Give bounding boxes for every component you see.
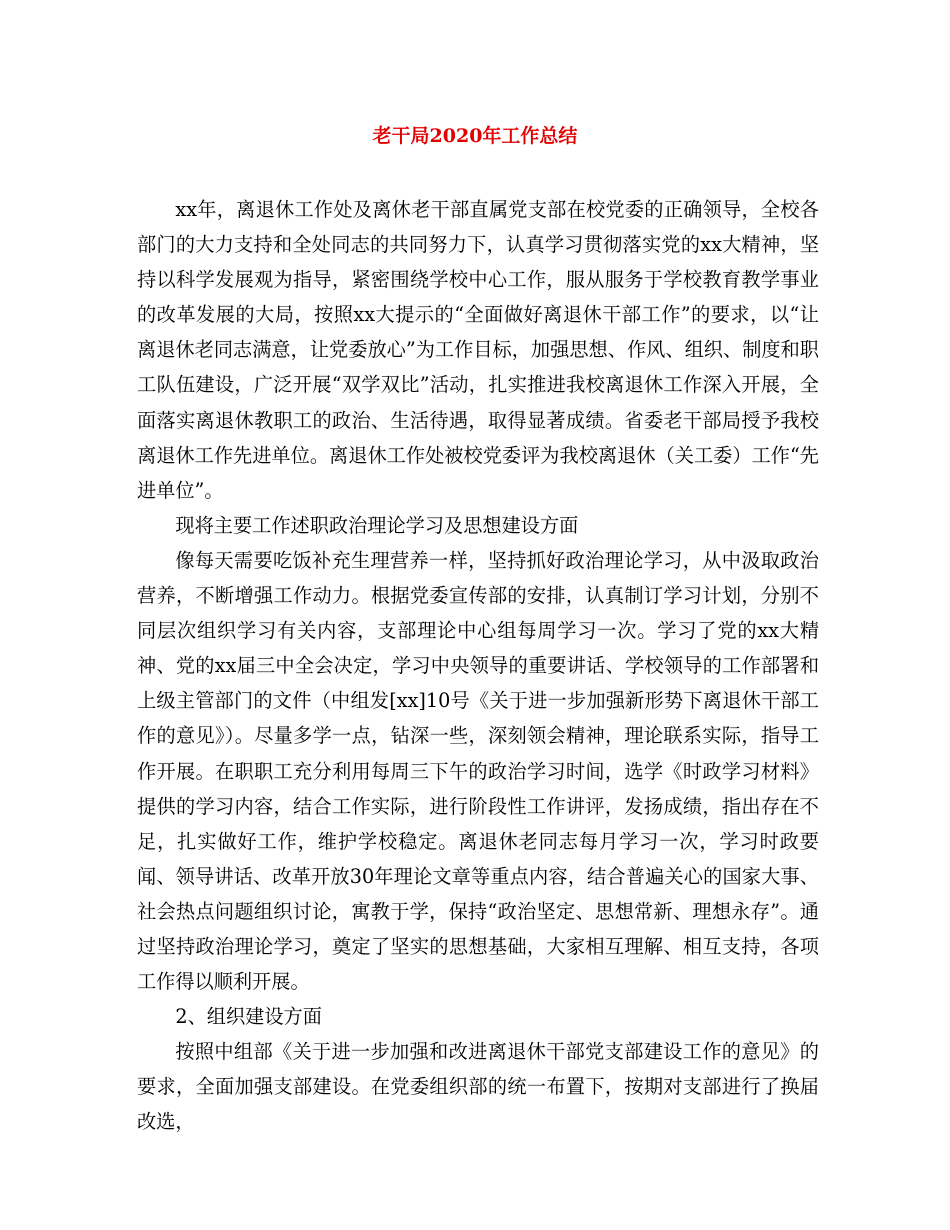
paragraph-organization: 按照中组部《关于进一步加强和改进离退休干部党支部建设工作的意见》的要求，全面加强支部建设。在党委组织部的统一布置下，按期对支部进行了换届改选， bbox=[137, 1040, 819, 1134]
document-title: 老干局2020年工作总结 bbox=[372, 125, 578, 147]
paragraph-section-2-heading: 2、组织建设方面 bbox=[175, 1005, 322, 1029]
paragraph-intro: xx年，离退休工作处及离休老干部直属党支部在校党委的正确领导，全校各部门的大力支持和全处同志的共同努力下，认真学习贯彻落实党的xx大精神，坚持以科学发展观为指导，紧密围绕学校中心工作，服从服务于学校教育教学事业的改革发展的大局，按照xx大提示的“全面做好离退休干部工作”的要求，以“让离退休老同志满意，让党委放心”为工作目标，加强思想、作风、组织、制度和职工队伍建设，广泛开展“双学双比”活动，扎实推进我校离退休工作深入开展，全面落实离退休教职工的政治、生活待遇，取得显著成绩。省委老干部局授予我校离退休工作先进单位。离退休工作处被校党委评为我校离退休（关工委）工作“先进单位”。 bbox=[137, 198, 819, 502]
paragraph-section-heading: 现将主要工作述职政治理论学习及思想建设方面 bbox=[175, 513, 579, 537]
paragraph-political-study: 像每天需要吃饭补充生理营养一样，坚持抓好政治理论学习，从中汲取政治营养，不断增强工作动力。根据党委宣传部的安排，认真制订学习计划，分别不同层次组织学习有关内容，支部理论中心组每周学习一次。学习了党的xx大精神、党的xx届三中全会决定，学习中央领导的重要讲话、学校领导的工作部署和上级主管部门的文件（中组发[xx]10号《关于进一步加强新形势下离退休干部工作的意见》）。尽量多学一点，钻深一些，深刻领会精神，理论联系实际，指导工作开展。在职职工充分利用每周三下午的政治学习时间，选学《时政学习材料》提供的学习内容，结合工作实际，进行阶段性工作讲评，发扬成绩，指出存在不足，扎实做好工作，维护学校稳定。离退休老同志每月学习一次，学习时政要闻、领导讲话、改革开放30年理论文章等重点内容，结合普遍关心的国家大事、社会热点问题组织讨论，寓教于学，保持“政治坚定、思想常新、理想永存”。通过坚持政治理论学习，奠定了坚实的思想基础，大家相互理解、相互支持，各项工作得以顺利开展。 bbox=[137, 548, 819, 994]
document-body bbox=[137, 192, 819, 1140]
